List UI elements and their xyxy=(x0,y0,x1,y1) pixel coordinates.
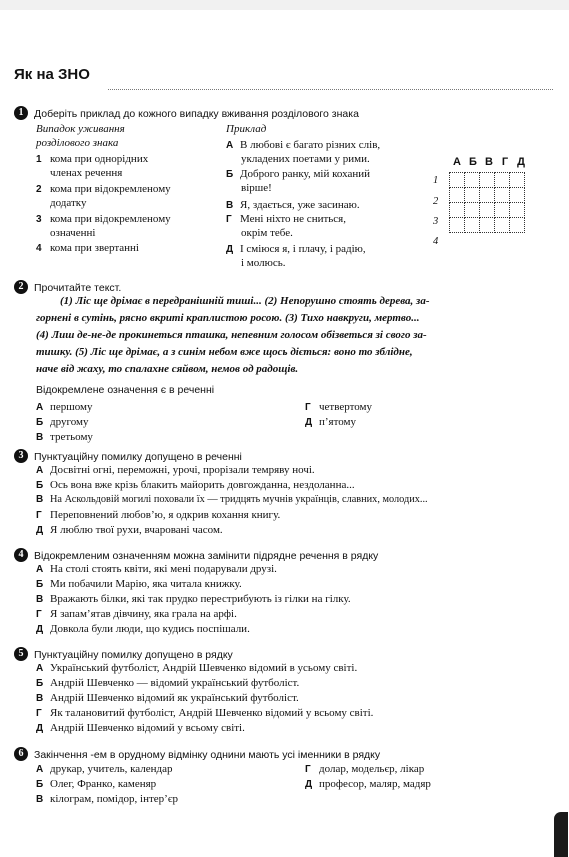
option-g[interactable]: Г Я запам’ятав дівчину, яка грала на арфі. xyxy=(36,608,237,620)
question-prompt: Пунктуаційну помилку допущено в рядку xyxy=(34,649,233,661)
option-b[interactable]: Б Ось вона вже крізь блакить майорить довгожданна, нездоланна... xyxy=(36,479,355,491)
question-2-header xyxy=(14,278,121,296)
option-g[interactable]: Г Переповнений любов’ю, я одкрив кохання книгу. xyxy=(36,509,281,521)
text-line: тишку. (5) Ліс ще дрімає, а з синім небом вже щось діється: воно то зблідне, xyxy=(36,346,413,358)
column-header-case-2: розділового знака xyxy=(36,137,119,149)
option-d[interactable]: Д Довкола були люди, що кудись поспішали. xyxy=(36,623,250,635)
question-6-header xyxy=(14,745,380,763)
title-divider xyxy=(108,89,553,90)
text-line: (1) Ліс ще дрімає в передранішній тиші... (2) Непорушно стоять дерева, за- xyxy=(60,295,430,307)
case-item-cont: означенні xyxy=(50,227,96,239)
question-number-badge: 2 xyxy=(14,280,28,294)
question-5-header xyxy=(14,645,233,663)
grid-row-label: 4 xyxy=(433,236,439,247)
top-bar xyxy=(0,0,569,10)
example-item: Б Доброго ранку, мій коханий xyxy=(226,168,371,180)
option-g[interactable]: Г Як талановитий футболіст, Андрій Шевченко відомий у всьому світі. xyxy=(36,707,374,719)
option-v[interactable]: В третьому xyxy=(36,431,93,443)
example-item-cont: вірше! xyxy=(241,182,272,194)
option-d[interactable]: Д професор, маляр, мадяр xyxy=(305,778,431,790)
example-item-cont: окрім тебе. xyxy=(241,227,293,239)
option-v[interactable]: В кілограм, помідор, інтер’єр xyxy=(36,793,179,805)
question-prompt: Доберіть приклад до кожного випадку вживання розділового знака xyxy=(34,108,359,120)
question-prompt: Пунктуаційну помилку допущено в реченні xyxy=(34,451,242,463)
scroll-handle[interactable] xyxy=(554,812,568,857)
case-item-cont: членах речення xyxy=(50,167,123,179)
example-item: Г Мені ніхто не сниться, xyxy=(226,213,346,225)
example-item-cont: і молюсь. xyxy=(241,257,286,269)
option-d[interactable]: Д п’ятому xyxy=(305,416,357,428)
option-a[interactable]: А друкар, учитель, календар xyxy=(36,763,173,775)
option-v[interactable]: В На Аскольдовій могилі поховали їх — тридцять мучнів українців, славних, молодих... xyxy=(36,494,428,505)
example-item: Д І сміюся я, і плачу, і радію, xyxy=(226,243,366,255)
option-v[interactable]: В Вражають білки, які так прудко перестрибують із гілки на гілку. xyxy=(36,593,351,605)
question-4-header xyxy=(14,546,378,564)
grid-row-label: 3 xyxy=(433,216,439,227)
sub-prompt: Відокремлене означення є в реченні xyxy=(36,384,215,396)
option-b[interactable]: Б Ми побачили Марію, яка читала книжку. xyxy=(36,578,242,590)
text-line: горнені в сутінь, рясно вкриті краплистою росою. (3) Тихо навкруги, мертво... xyxy=(36,312,420,324)
grid-row-label: 1 xyxy=(433,175,439,186)
option-g[interactable]: Г долар, модельєр, лікар xyxy=(305,763,425,775)
option-v[interactable]: В Андрій Шевченко відомий як український футболіст. xyxy=(36,692,299,704)
example-item-cont: укладених поетами у рими. xyxy=(241,153,370,165)
question-number-badge: 1 xyxy=(14,106,28,120)
option-g[interactable]: Г четвертому xyxy=(305,401,373,413)
option-b[interactable]: Б Олег, Франко, каменяр xyxy=(36,778,157,790)
grid-row-label: 2 xyxy=(433,196,439,207)
page-title: Як на ЗНО xyxy=(14,66,90,83)
text-line: (4) Лиш де-не-де прокинеться пташка, непевним голосом обізветься зі свого за- xyxy=(36,329,427,341)
question-number-badge: 6 xyxy=(14,747,28,761)
question-3-header xyxy=(14,447,242,465)
answer-grid[interactable] xyxy=(449,172,525,233)
question-prompt: Відокремленим означенням можна замінити підрядне речення в рядку xyxy=(34,550,379,562)
question-number-badge: 5 xyxy=(14,647,28,661)
example-item: В Я, здається, уже засинаю. xyxy=(226,199,360,211)
question-number-badge: 4 xyxy=(14,548,28,562)
case-item: 1 кома при однорідних xyxy=(36,153,149,165)
question-prompt: Прочитайте текст. xyxy=(34,282,122,294)
case-item-cont: додатку xyxy=(50,197,87,209)
question-1-header xyxy=(14,104,359,122)
answer-grid-header: А Б В Г Д xyxy=(453,156,525,168)
case-item: 4 кома при звертанні xyxy=(36,242,139,254)
option-b[interactable]: Б Андрій Шевченко — відомий український футболіст. xyxy=(36,677,300,689)
case-item: 3 кома при відокремленому xyxy=(36,213,171,225)
example-item: А В любові є багато різних слів, xyxy=(226,139,381,151)
column-header-example: Приклад xyxy=(226,123,267,135)
question-number-badge: 3 xyxy=(14,449,28,463)
text-line: наче від жаху, то спалахне сяйвом, немов од радощів. xyxy=(36,363,299,375)
question-prompt: Закінчення -ем в орудному відмінку однини мають усі іменники в рядку xyxy=(34,749,381,761)
option-a[interactable]: А Український футболіст, Андрій Шевченко відомий в усьому світі. xyxy=(36,662,358,674)
column-header-case: Випадок уживання xyxy=(36,123,125,135)
option-b[interactable]: Б другому xyxy=(36,416,89,428)
case-item: 2 кома при відокремленому xyxy=(36,183,171,195)
option-a[interactable]: А першому xyxy=(36,401,93,413)
option-a[interactable]: А На столі стоять квіти, які мені подарували друзі. xyxy=(36,563,277,575)
option-a[interactable]: А Досвітні огні, переможні, урочі, прорізали темряву ночі. xyxy=(36,464,315,476)
option-d[interactable]: Д Андрій Шевченко відомий у всьому світі. xyxy=(36,722,245,734)
option-d[interactable]: Д Я люблю твої рухи, вчаровані часом. xyxy=(36,524,223,536)
